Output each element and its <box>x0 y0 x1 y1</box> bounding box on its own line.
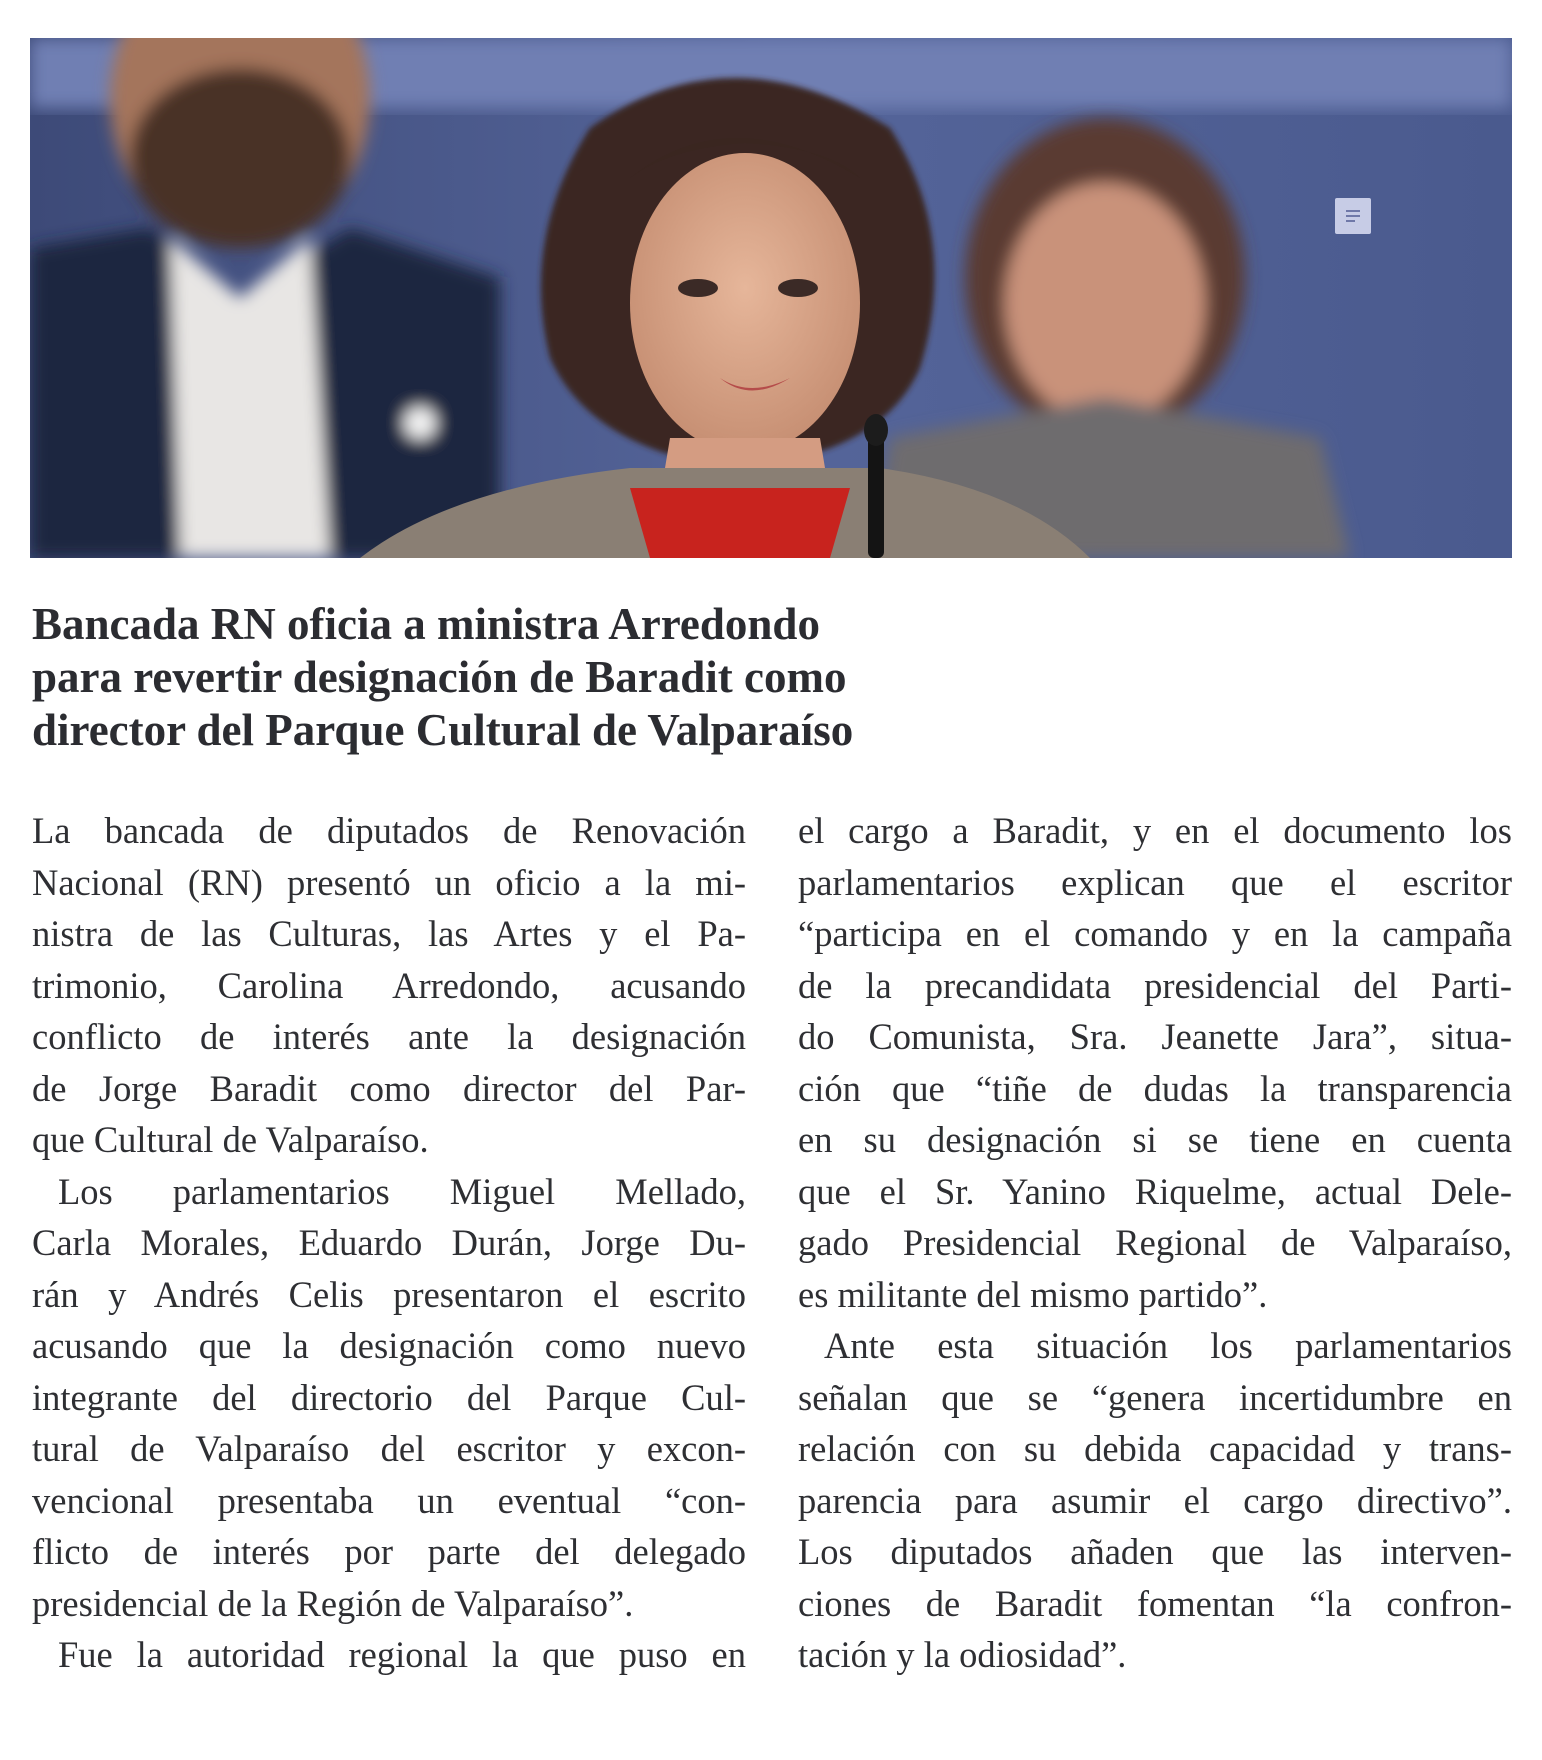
body-text-line: el cargo a Baradit, y en el documento los <box>798 810 1512 851</box>
body-text-line: presidencial de la Región de Valparaíso”. <box>32 1582 634 1624</box>
body-text-line: de la precandidata presidencial del Parti- <box>798 964 1512 1006</box>
headline-line: director del Parque Cultural de Valparaíso <box>32 705 854 755</box>
body-text-line: vencional presentaba un eventual “con- <box>32 1479 746 1521</box>
article-body-right-column <box>798 805 1512 1681</box>
body-text-line: integrante del directorio del Parque Cul- <box>32 1376 746 1418</box>
body-text-line: Fue la autoridad regional la que puso en <box>58 1634 746 1675</box>
body-text-line: que Cultural de Valparaíso. <box>32 1119 429 1160</box>
article-headline <box>32 598 1132 757</box>
article-body-left-column <box>32 805 746 1681</box>
body-text-line: ción que “tiñe de dudas la transparencia <box>798 1067 1512 1109</box>
body-text-line: Ante esta situación los parlamentarios <box>824 1325 1512 1366</box>
headline-line: para revertir designación de Baradit como <box>32 652 847 702</box>
body-text-line: flicto de interés por parte del delegado <box>32 1531 746 1572</box>
body-text-line: es militante del mismo partido”. <box>798 1273 1268 1315</box>
body-text-line: do Comunista, Sra. Jeanette Jara”, situa- <box>798 1016 1512 1057</box>
body-text-line: rán y Andrés Celis presentaron el escrito <box>32 1273 746 1315</box>
body-text-line: nistra de las Culturas, las Artes y el Pa- <box>32 913 746 954</box>
body-text-line: ciones de Baradit fomentan “la confron- <box>798 1582 1512 1624</box>
body-text-line: conflicto de interés ante la designación <box>32 1016 746 1057</box>
body-text-line: Nacional (RN) presentó un oficio a la mi- <box>32 861 746 903</box>
body-text-line: parlamentarios explican que el escritor <box>798 861 1512 903</box>
article-photo <box>30 38 1512 558</box>
text-overlay-icon[interactable] <box>1335 198 1371 234</box>
body-text-line: Los diputados añaden que las interven- <box>798 1531 1512 1572</box>
body-text-line: La bancada de diputados de Renovación <box>32 810 746 851</box>
body-text-line: que el Sr. Yanino Riquelme, actual Dele- <box>798 1170 1512 1212</box>
photo-illustration <box>30 38 1512 558</box>
body-text-line: relación con su debida capacidad y trans- <box>798 1428 1512 1469</box>
body-text-line: de Jorge Baradit como director del Par- <box>32 1067 746 1109</box>
body-text-line: en su designación si se tiene en cuenta <box>798 1119 1512 1160</box>
body-text-line: trimonio, Carolina Arredondo, acusando <box>32 964 746 1006</box>
headline-line: Bancada RN oficia a ministra Arredondo <box>32 599 820 649</box>
body-text-line: Carla Morales, Eduardo Durán, Jorge Du- <box>32 1222 746 1263</box>
body-text-line: tación y la odiosidad”. <box>798 1634 1127 1675</box>
body-text-line: parencia para asumir el cargo directivo”. <box>798 1479 1512 1521</box>
body-text-line: “participa en el comando y en la campaña <box>798 913 1512 954</box>
body-text-line: gado Presidencial Regional de Valparaíso, <box>798 1222 1512 1263</box>
body-text-line: Los parlamentarios Miguel Mellado, <box>58 1170 746 1212</box>
body-text-line: señalan que se “genera incertidumbre en <box>798 1376 1512 1418</box>
body-text-line: tural de Valparaíso del escritor y excon- <box>32 1428 746 1469</box>
body-text-line: acusando que la designación como nuevo <box>32 1325 746 1366</box>
